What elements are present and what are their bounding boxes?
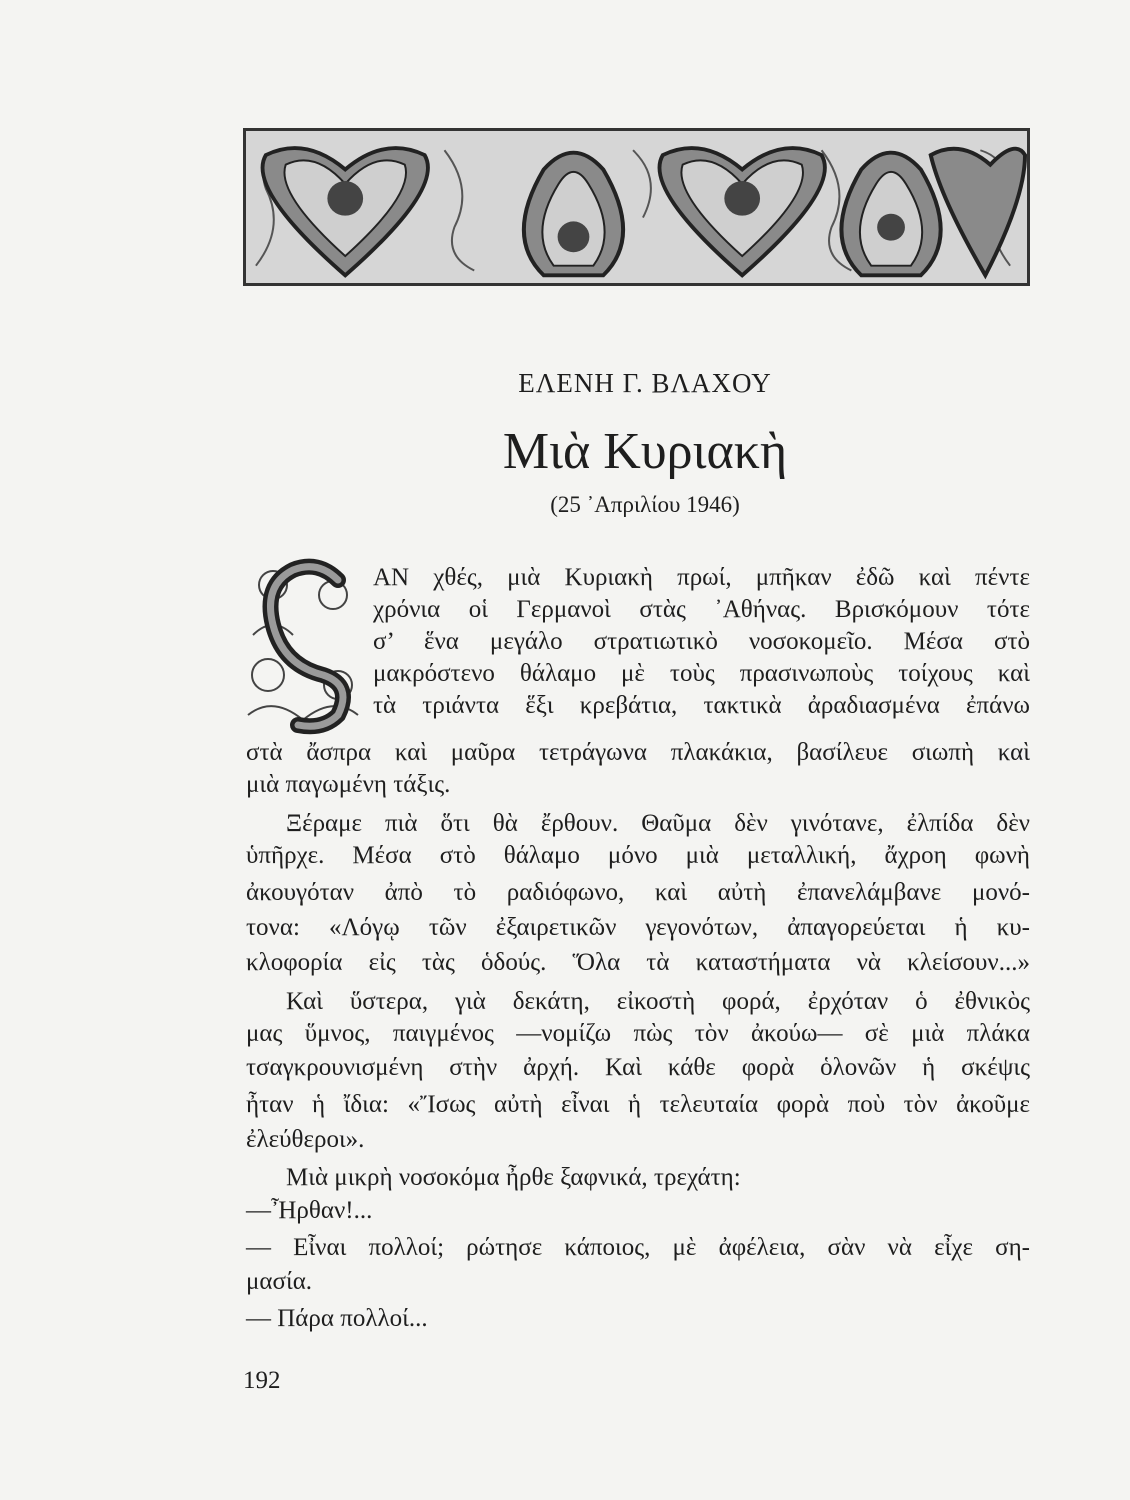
text-line: σ’ ἕνα μεγάλο στρατιωτικὸ νοσοκομεῖο. Μέσα στὸ — [373, 628, 1030, 655]
text-line: μας ὕμνος, παιγμένος —νομίζω πὼς τὸν ἀκούω— σὲ μιὰ πλάκα — [246, 1020, 1030, 1047]
author-name: ΕΛΕΝΗ Γ. ΒΛΑΧΟΥ — [518, 368, 772, 398]
text-line: Ξέραμε πιὰ ὅτι θὰ ἔρθουν. Θαῦμα δὲν γινότανε, ἐλπίδα δὲν — [286, 810, 1030, 837]
drop-cap-s-icon — [243, 555, 363, 735]
text-line: —Ἦρθαν!... — [246, 1197, 373, 1224]
text-line: ἦταν ἡ ἴδια: «Ἴσως αὐτὴ εἶναι ἡ τελευταία φορὰ ποὺ τὸν ἀκοῦμε — [246, 1091, 1030, 1118]
page-number: 192 — [243, 1367, 281, 1394]
chapter-title: Μιὰ Κυριακὴ — [502, 423, 788, 480]
chapter-date: (25 ᾿Απριλίου 1946) — [550, 492, 740, 517]
text-line: ἀκουγόταν ἀπὸ τὸ ραδιόφωνο, καὶ αὐτὴ ἐπανελάμβανε μονό- — [246, 879, 1030, 906]
text-line: — Πάρα πολλοί... — [246, 1305, 428, 1332]
text-line: τονα: «Λόγῳ τῶν ἐξαιρετικῶν γεγονότων, ἀπαγορεύεται ἡ κυ- — [246, 914, 1030, 941]
text-line: χρόνια οἱ Γερμανοὶ στὰς ᾿Αθήνας. Βρισκόμουν τότε — [373, 596, 1030, 623]
text-line: ΑΝ χθές, μιὰ Κυριακὴ πρωί, μπῆκαν ἐδῶ καὶ πέντε — [373, 564, 1030, 591]
ornamental-banner — [243, 128, 1030, 286]
text-line: τὰ τριάντα ἕξι κρεβάτια, τακτικὰ ἀραδιασμένα ἐπάνω — [373, 692, 1030, 719]
ornament-icon — [246, 131, 1027, 283]
text-line: μιὰ παγωμένη τάξις. — [246, 771, 451, 798]
text-line: ὑπῆρχε. Μέσα στὸ θάλαμο μόνο μιὰ μεταλλική, ἄχροη φωνὴ — [246, 842, 1030, 869]
text-line: Καὶ ὕστερα, γιὰ δεκάτη, εἰκοστὴ φορά, ἐρχόταν ὁ ἐθνικὸς — [286, 988, 1030, 1015]
text-line: στὰ ἄσπρα καὶ μαῦρα τετράγωνα πλακάκια, βασίλευε σιωπὴ καὶ — [246, 739, 1030, 766]
text-line: — Εἶναι πολλοί; ρώτησε κάποιος, μὲ ἀφέλεια, σὰν νὰ εἶχε ση- — [246, 1234, 1030, 1261]
text-line: ἐλεύθεροι». — [246, 1126, 365, 1153]
text-line: μασία. — [246, 1268, 313, 1295]
text-line: κλοφορία εἰς τὰς ὁδούς. Ὅλα τὰ καταστήματα νὰ κλείσουν...» — [246, 949, 1030, 976]
text-line: μακρόστενο θάλαμο μὲ τοὺς πρασινωποὺς τοίχους καὶ — [373, 660, 1030, 687]
text-line: Μιὰ μικρὴ νοσοκόμα ἦρθε ξαφνικά, τρεχάτη: — [286, 1164, 741, 1191]
text-line: τσαγκρουνισμένη στὴν ἀρχή. Καὶ κάθε φορὰ ὁλονῶν ἡ σκέψις — [246, 1054, 1030, 1081]
